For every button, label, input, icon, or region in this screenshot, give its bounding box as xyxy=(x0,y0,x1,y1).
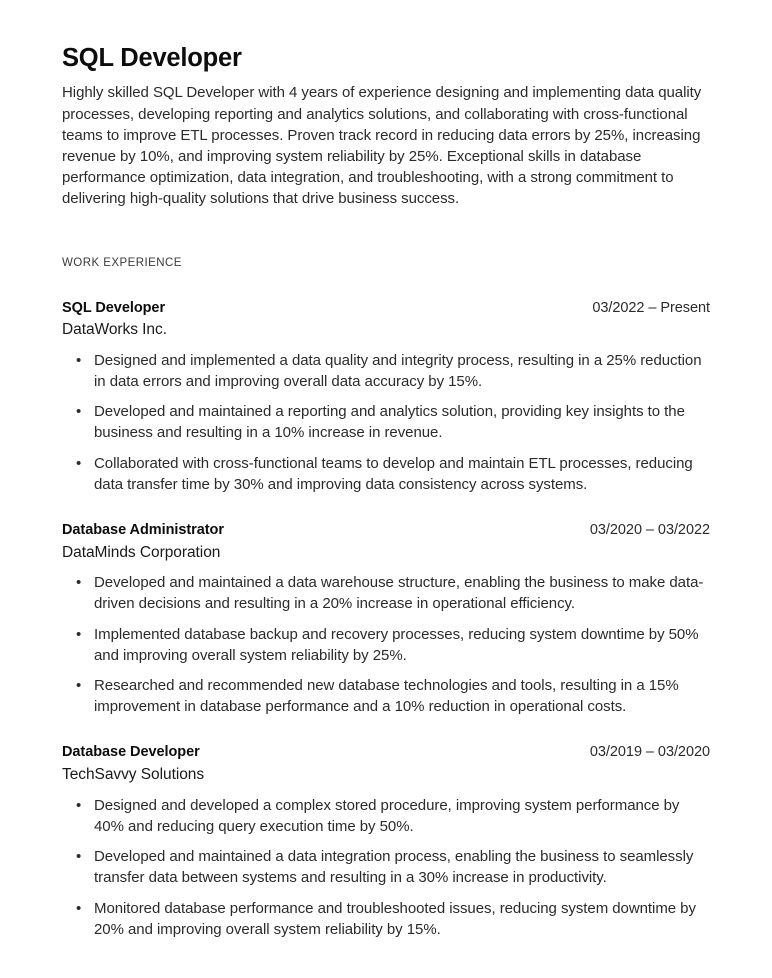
work-experience-section xyxy=(62,257,710,940)
page-title: SQL Developer xyxy=(62,44,242,72)
job-entry xyxy=(62,743,710,939)
job-bullet: • Designed and developed a complex stored procedure, improving system performance by 40% and reducing query execution time by 50%. xyxy=(73,795,712,837)
job-bullet-list xyxy=(62,795,710,940)
job-title: SQL Developer xyxy=(62,299,166,316)
section-heading-work-experience: WORK EXPERIENCE xyxy=(62,256,182,269)
job-list xyxy=(62,299,710,940)
professional-summary: Highly skilled SQL Developer with 4 years of experience designing and implementing data quality processes, developing reporting and analytics solutions, and collaborating with cross-functional teams to improve ETL processes. Proven track record in reducing data errors by 25%, increasing revenue by 10%, and improving system reliability by 25%. Exceptional skills in database performance optimization, data integration, and troubleshooting, with a strong commitment to delivering high-quality solutions that drive business success. xyxy=(62,84,702,208)
job-company: DataWorks Inc. xyxy=(62,321,167,339)
job-header xyxy=(62,743,710,763)
job-bullet: • Collaborated with cross-functional teams to develop and maintain ETL processes, reducing data transfer time by 30% and improving data consistency across systems. xyxy=(73,453,712,495)
job-bullet: • Developed and maintained a data warehouse structure, enabling the business to make data-driven decisions and resulting in a 20% increase in operational efficiency. xyxy=(73,572,712,614)
job-entry xyxy=(62,521,710,717)
job-bullet: • Developed and maintained a data integration process, enabling the business to seamlessly transfer data between systems and resulting in a 30% increase in productivity. xyxy=(73,846,712,888)
job-dates: 03/2022 – Present xyxy=(592,299,710,316)
job-company: DataMinds Corporation xyxy=(62,543,221,561)
job-bullet: • Designed and implemented a data quality and integrity process, resulting in a 25% reduction in data errors and improving overall data accuracy by 15%. xyxy=(73,350,712,392)
job-bullet-list xyxy=(62,350,710,495)
job-bullet: • Researched and recommended new database technologies and tools, resulting in a 15% improvement in database performance and a 10% reduction in operational costs. xyxy=(73,675,712,717)
job-bullet-list xyxy=(62,572,710,717)
job-bullet: • Monitored database performance and troubleshooted issues, reducing system downtime by 20% and improving overall system reliability by 15%. xyxy=(73,898,712,940)
job-dates: 03/2020 – 03/2022 xyxy=(589,522,710,538)
job-title: Database Administrator xyxy=(62,522,224,538)
job-company: TechSavvy Solutions xyxy=(62,766,205,784)
job-bullet: • Implemented database backup and recovery processes, reducing system downtime by 50% and improving overall system reliability by 25%. xyxy=(73,624,712,666)
job-title: Database Developer xyxy=(62,744,200,761)
job-header xyxy=(62,299,710,319)
job-bullet: • Developed and maintained a reporting and analytics solution, providing key insights to the business and resulting in a 10% increase in revenue. xyxy=(73,401,712,443)
job-header xyxy=(62,521,710,541)
job-entry xyxy=(62,299,710,495)
job-dates: 03/2019 – 03/2020 xyxy=(589,744,710,761)
